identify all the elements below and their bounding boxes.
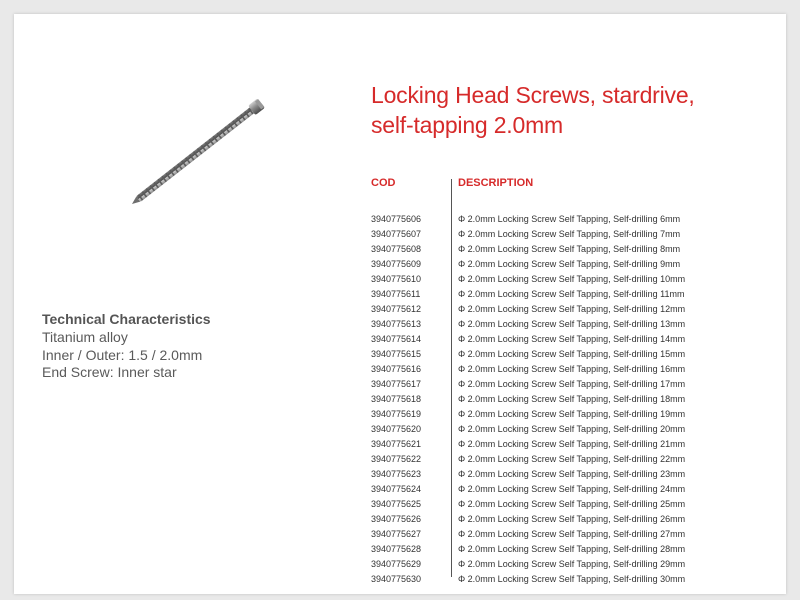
product-description: Φ 2.0mm Locking Screw Self Tapping, Self-drilling 11mm xyxy=(458,288,685,299)
product-code: 3940775626 xyxy=(371,513,422,524)
product-code: 3940775624 xyxy=(371,483,422,494)
product-code: 3940775618 xyxy=(371,393,422,404)
product-code: 3940775619 xyxy=(371,408,422,419)
tech-material: Titanium alloy xyxy=(42,329,128,345)
header-code: COD xyxy=(371,177,396,189)
table-row xyxy=(371,361,781,376)
product-code: 3940775629 xyxy=(371,558,422,569)
table-header xyxy=(371,173,781,193)
table-row xyxy=(371,376,781,391)
table-row xyxy=(371,316,781,331)
product-code: 3940775610 xyxy=(371,273,422,284)
product-description: Φ 2.0mm Locking Screw Self Tapping, Self-drilling 14mm xyxy=(458,333,686,344)
table-row xyxy=(371,391,781,406)
table-row xyxy=(371,256,781,271)
product-code: 3940775621 xyxy=(371,438,422,449)
table-row xyxy=(371,226,781,241)
table-row xyxy=(371,211,781,226)
product-description: Φ 2.0mm Locking Screw Self Tapping, Self-drilling 28mm xyxy=(458,543,686,554)
table-row xyxy=(371,346,781,361)
product-title xyxy=(371,80,781,140)
product-description: Φ 2.0mm Locking Screw Self Tapping, Self-drilling 10mm xyxy=(458,273,686,284)
table-row xyxy=(371,571,781,586)
product-description: Φ 2.0mm Locking Screw Self Tapping, Self-drilling 21mm xyxy=(458,438,686,449)
product-description: Φ 2.0mm Locking Screw Self Tapping, Self-drilling 7mm xyxy=(458,228,681,239)
product-description: Φ 2.0mm Locking Screw Self Tapping, Self-drilling 18mm xyxy=(458,393,686,404)
table-row xyxy=(371,556,781,571)
product-description: Φ 2.0mm Locking Screw Self Tapping, Self-drilling 9mm xyxy=(458,258,681,269)
product-description: Φ 2.0mm Locking Screw Self Tapping, Self-drilling 19mm xyxy=(458,408,686,419)
product-code: 3940775616 xyxy=(371,363,422,374)
product-code: 3940775609 xyxy=(371,258,422,269)
catalog-page xyxy=(14,14,786,594)
table-row xyxy=(371,271,781,286)
table-row xyxy=(371,451,781,466)
product-description: Φ 2.0mm Locking Screw Self Tapping, Self-drilling 17mm xyxy=(458,378,686,389)
product-description: Φ 2.0mm Locking Screw Self Tapping, Self-drilling 25mm xyxy=(458,498,686,509)
tech-dimensions: Inner / Outer: 1.5 / 2.0mm xyxy=(42,346,203,363)
technical-heading: Technical Characteristics xyxy=(42,311,211,327)
table-row xyxy=(371,466,781,481)
table-row xyxy=(371,511,781,526)
table-row xyxy=(371,406,781,421)
product-description: Φ 2.0mm Locking Screw Self Tapping, Self-drilling 13mm xyxy=(458,318,686,329)
product-code: 3940775607 xyxy=(371,228,422,239)
product-description: Φ 2.0mm Locking Screw Self Tapping, Self-drilling 16mm xyxy=(458,363,686,374)
product-description: Φ 2.0mm Locking Screw Self Tapping, Self-drilling 29mm xyxy=(458,558,686,569)
product-code: 3940775611 xyxy=(371,288,421,299)
table-row xyxy=(371,526,781,541)
table-row xyxy=(371,481,781,496)
product-code: 3940775630 xyxy=(371,573,422,584)
product-description: Φ 2.0mm Locking Screw Self Tapping, Self-drilling 20mm xyxy=(458,423,686,434)
product-description: Φ 2.0mm Locking Screw Self Tapping, Self-drilling 30mm xyxy=(458,573,686,584)
product-description: Φ 2.0mm Locking Screw Self Tapping, Self-drilling 15mm xyxy=(458,348,686,359)
product-description: Φ 2.0mm Locking Screw Self Tapping, Self-drilling 27mm xyxy=(458,528,686,539)
table-row xyxy=(371,241,781,256)
product-code: 3940775627 xyxy=(371,528,422,539)
product-description: Φ 2.0mm Locking Screw Self Tapping, Self-drilling 12mm xyxy=(458,303,686,314)
table-row xyxy=(371,496,781,511)
table-row xyxy=(371,331,781,346)
product-table xyxy=(371,173,781,586)
product-code: 3940775614 xyxy=(371,333,422,344)
product-title-line1: Locking Head Screws, stardrive, xyxy=(371,82,695,108)
table-row xyxy=(371,436,781,451)
product-code: 3940775628 xyxy=(371,543,422,554)
product-description: Φ 2.0mm Locking Screw Self Tapping, Self-drilling 22mm xyxy=(458,453,686,464)
product-code: 3940775622 xyxy=(371,453,422,464)
product-description: Φ 2.0mm Locking Screw Self Tapping, Self-drilling 8mm xyxy=(458,243,681,254)
product-code: 3940775615 xyxy=(371,348,422,359)
table-body xyxy=(371,211,781,586)
table-row xyxy=(371,421,781,436)
table-row xyxy=(371,301,781,316)
table-row xyxy=(371,541,781,556)
product-code: 3940775620 xyxy=(371,423,422,434)
technical-characteristics xyxy=(42,311,211,382)
product-code: 3940775625 xyxy=(371,498,422,509)
product-description: Φ 2.0mm Locking Screw Self Tapping, Self-drilling 23mm xyxy=(458,468,686,479)
header-description: DESCRIPTION xyxy=(458,177,534,189)
product-description: Φ 2.0mm Locking Screw Self Tapping, Self-drilling 26mm xyxy=(458,513,686,524)
product-code: 3940775612 xyxy=(371,303,422,314)
product-title-line2: self-tapping 2.0mm xyxy=(371,112,563,138)
product-code: 3940775606 xyxy=(371,213,422,224)
locking-screw-image xyxy=(114,86,274,216)
product-code: 3940775608 xyxy=(371,243,422,254)
product-code: 3940775613 xyxy=(371,318,422,329)
product-code: 3940775617 xyxy=(371,378,422,389)
tech-end-screw: End Screw: Inner star xyxy=(42,364,177,380)
product-description: Φ 2.0mm Locking Screw Self Tapping, Self-drilling 6mm xyxy=(458,213,681,224)
product-description: Φ 2.0mm Locking Screw Self Tapping, Self-drilling 24mm xyxy=(458,483,686,494)
table-row xyxy=(371,286,781,301)
product-code: 3940775623 xyxy=(371,468,422,479)
column-divider xyxy=(451,179,452,577)
